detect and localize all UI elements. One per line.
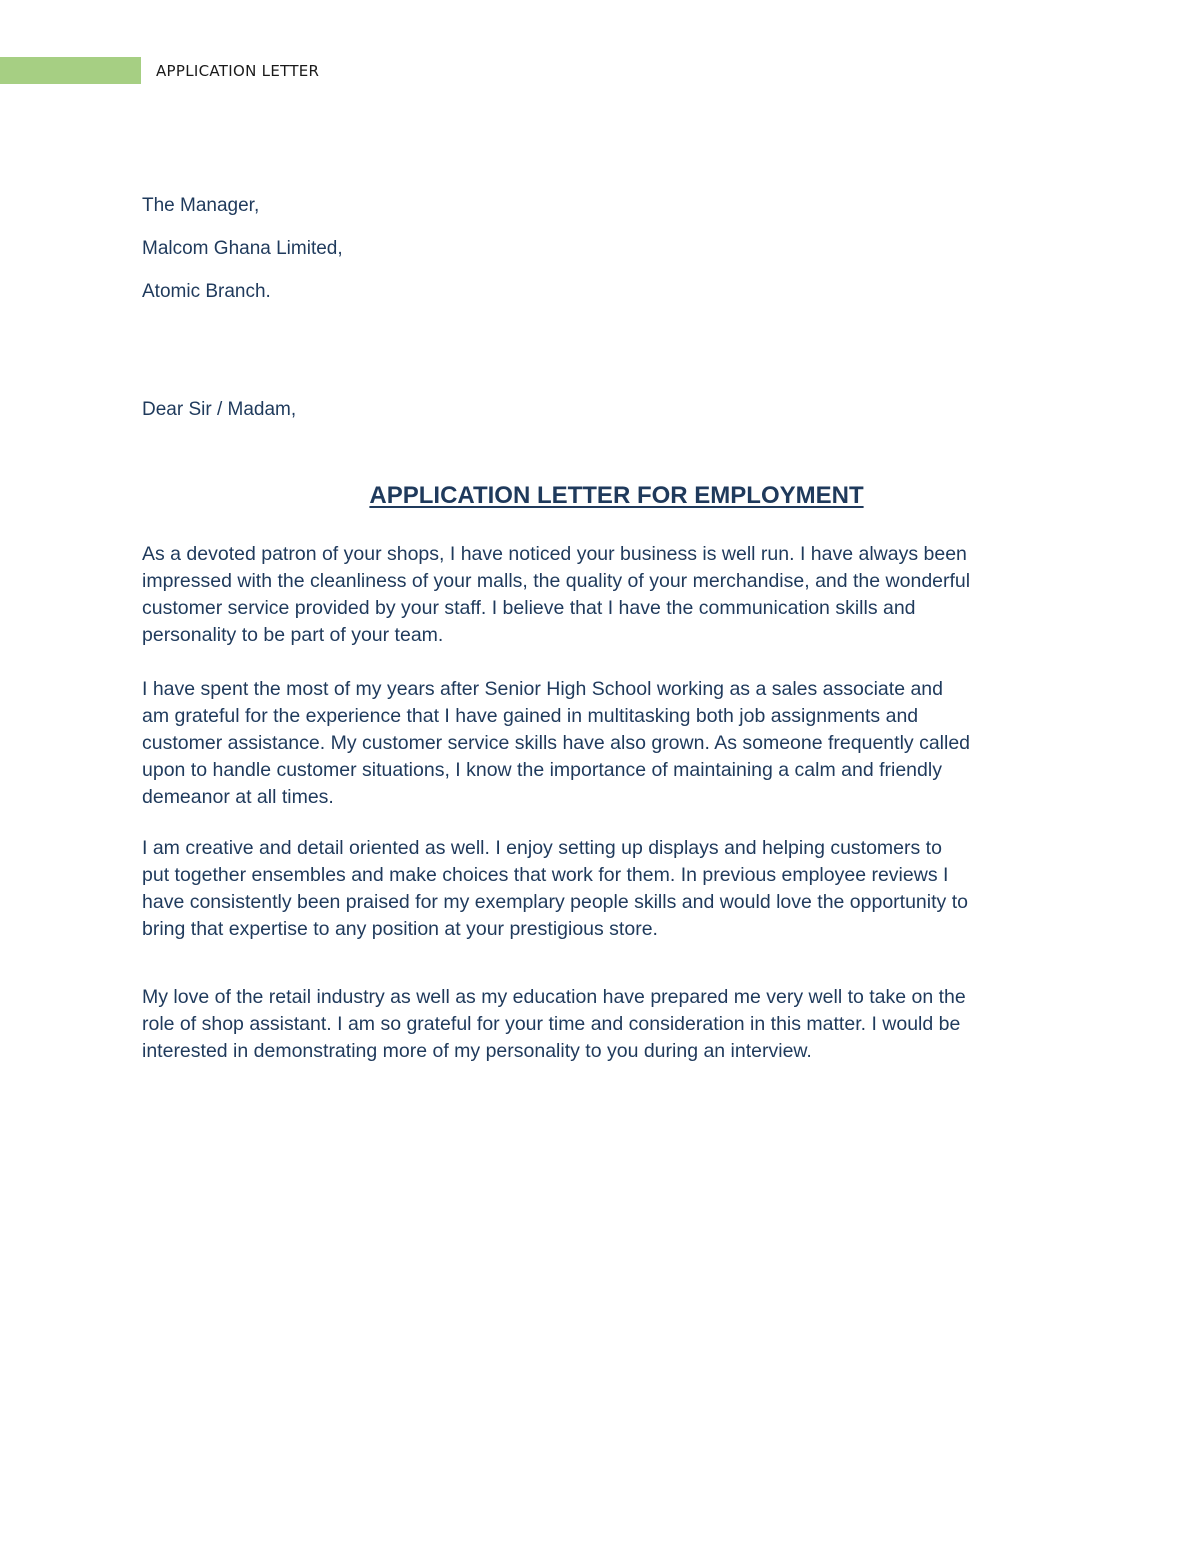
header-accent-bar — [0, 57, 141, 84]
recipient-line-title: The Manager, — [142, 195, 260, 216]
recipient-line-branch: Atomic Branch. — [142, 281, 271, 302]
letter-subject-heading: APPLICATION LETTER FOR EMPLOYMENT — [369, 482, 864, 509]
body-paragraph-1 — [142, 541, 1082, 649]
salutation: Dear Sir / Madam, — [142, 399, 297, 420]
paragraph-line: put together ensembles and make choices that work for them. In previous employee reviews I — [142, 864, 949, 886]
paragraph-line: have consistently been praised for my exemplary people skills and would love the opportunity to — [142, 891, 968, 913]
paragraph-line: I am creative and detail oriented as well. I enjoy setting up displays and helping customers to — [142, 837, 942, 859]
body-paragraph-3 — [142, 835, 1082, 943]
paragraph-line: personality to be part of your team. — [142, 624, 444, 646]
body-paragraph-4 — [142, 984, 1082, 1065]
paragraph-line: bring that expertise to any position at your prestigious store. — [142, 918, 658, 940]
paragraph-line: My love of the retail industry as well as my education have prepared me very well to take on the — [142, 986, 966, 1008]
header-title: APPLICATION LETTER — [156, 62, 320, 80]
paragraph-line: I have spent the most of my years after Senior High School working as a sales associate and — [142, 678, 943, 700]
recipient-line-company: Malcom Ghana Limited, — [142, 238, 343, 259]
paragraph-line: customer assistance. My customer service skills have also grown. As someone frequently called — [142, 732, 971, 754]
recipient-address — [142, 184, 343, 313]
paragraph-line: role of shop assistant. I am so grateful for your time and consideration in this matter. I would be — [142, 1013, 961, 1035]
paragraph-line: am grateful for the experience that I have gained in multitasking both job assignments and — [142, 705, 919, 727]
paragraph-line: demeanor at all times. — [142, 786, 334, 808]
paragraph-line: impressed with the cleanliness of your malls, the quality of your merchandise, and the wonderful — [142, 570, 971, 592]
paragraph-line: interested in demonstrating more of my personality to you during an interview. — [142, 1040, 812, 1062]
paragraph-line: upon to handle customer situations, I know the importance of maintaining a calm and friendly — [142, 759, 942, 781]
paragraph-line: customer service provided by your staff. I believe that I have the communication skills and — [142, 597, 916, 619]
paragraph-line: As a devoted patron of your shops, I have noticed your business is well run. I have always been — [142, 543, 967, 565]
body-paragraph-2 — [142, 676, 1082, 811]
